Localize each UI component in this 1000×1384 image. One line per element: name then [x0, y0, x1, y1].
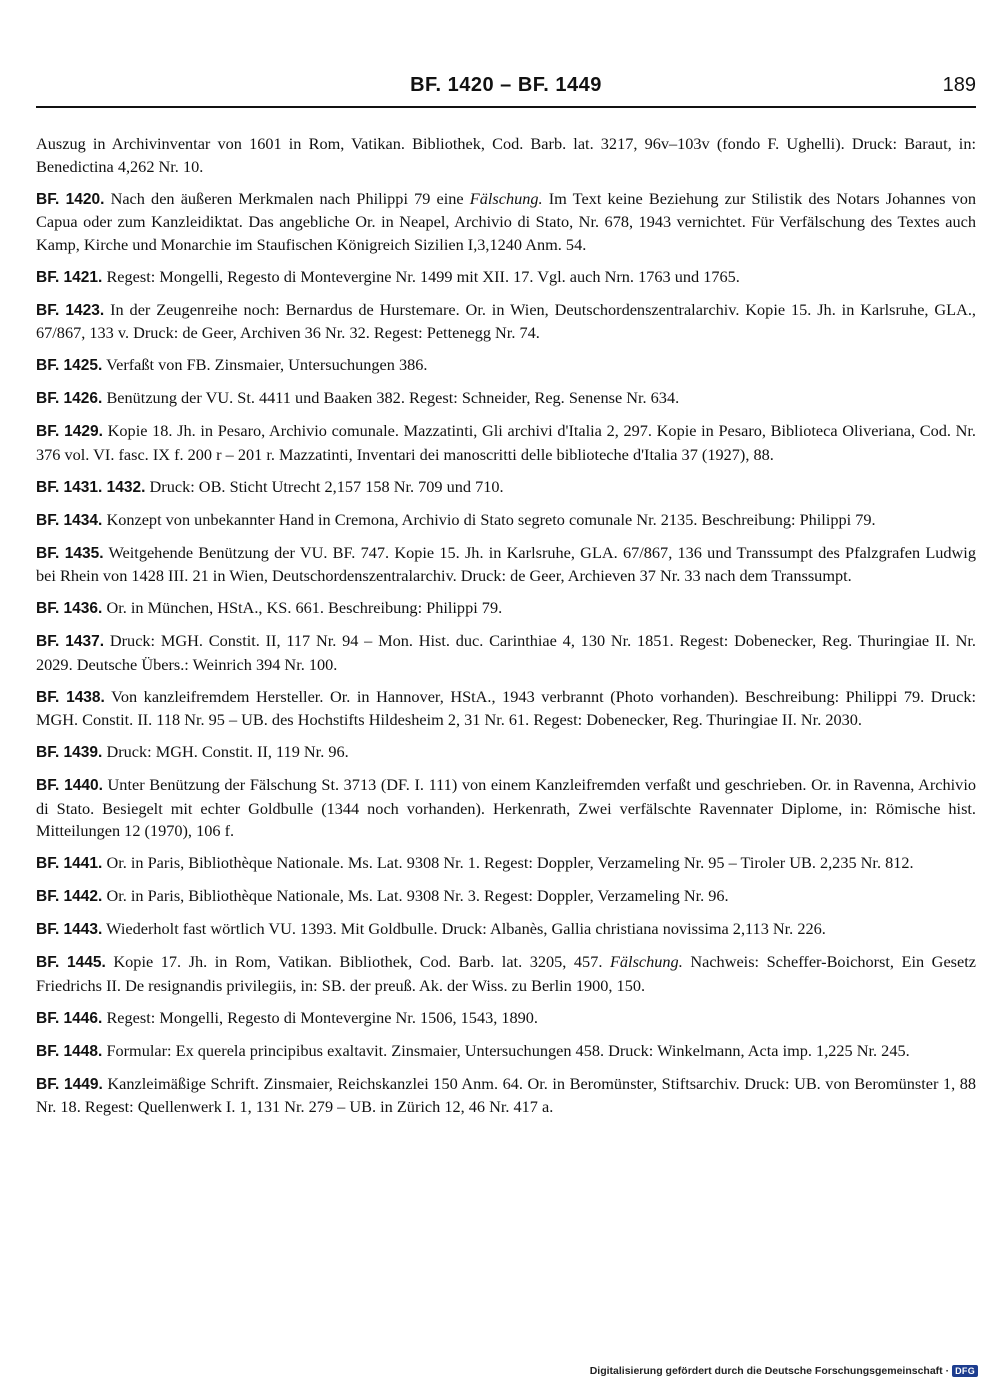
entry-continuation [36, 133, 976, 178]
entry-bf-1425 [36, 354, 976, 378]
entry-text: Druck: MGH. Constit. II, 119 Nr. 96. [106, 742, 349, 761]
entry-bf-1438 [36, 686, 976, 732]
entry-bf-1421 [36, 266, 976, 290]
digitization-credit [590, 1365, 978, 1377]
entry-ref: BF. 1426. [36, 390, 103, 407]
entry-bf-1437 [36, 630, 976, 676]
entry-emphasis: Fälschung. [469, 188, 543, 208]
entry-bf-1436 [36, 597, 976, 621]
entry-text: Benützung der VU. St. 4411 und Baaken 382. Regest: Schneider, Reg. Senense Nr. 634. [106, 388, 680, 407]
entry-ref: BF. 1434. [36, 511, 103, 529]
entry-text: Verfaßt von FB. Zinsmaier, Untersuchungen 386. [106, 355, 428, 374]
entry-ref: BF. 1429. [36, 423, 103, 440]
entry-emphasis: Fälschung. [609, 952, 683, 971]
entry-bf-1435 [36, 542, 976, 588]
entry-text: Von kanzleifremdem Hersteller. Or. in Hannover, HStA., 1943 verbrannt (Photo vorhanden). Beschreibung: Philippi 79. Druck: MGH. Constit. II. 118 Nr. 95 – UB. des Hochstifts Hildesheim 2, 31 Nr. 61. Regest: Dobenecker, Reg. Thuringiae II. Nr. 2030. [36, 686, 976, 729]
entry-bf-1442 [36, 885, 976, 909]
entry-ref: BF. 1449. [36, 1075, 103, 1093]
entry-bf-1449 [36, 1073, 976, 1119]
entry-text: Regest: Mongelli, Regesto di Montevergine Nr. 1499 mit XII. 17. Vgl. auch Nrn. 1763 und 1765. [106, 266, 740, 286]
entry-text: Or. in Paris, Bibliothèque Nationale. Ms. Lat. 9308 Nr. 1. Regest: Doppler, Verzameling Nr. 95 – Tiroler UB. 2,235 Nr. 812. [106, 853, 914, 872]
entry-bf-1441 [36, 852, 976, 876]
entry-text: Or. in Paris, Bibliothèque Nationale, Ms. Lat. 9308 Nr. 3. Regest: Doppler, Verzameling Nr. 96. [106, 886, 729, 905]
entry-bf-1420 [36, 188, 976, 257]
entry-text: Auszug in Archivinventar von 1601 in Rom, Vatikan. Bibliothek, Cod. Barb. lat. 3217, 96v–103v (fondo F. Ughelli). Druck: Baraut, in: Benedictina 4,262 Nr. 10. [36, 134, 976, 176]
entry-ref: BF. 1439. [36, 744, 103, 761]
entry-bf-1445 [36, 951, 976, 997]
entry-bf-1429 [36, 420, 976, 466]
entry-ref: BF. 1437. [36, 633, 105, 650]
entry-ref: BF. 1431. 1432. [36, 478, 146, 496]
entry-text: Kopie 18. Jh. in Pesaro, Archivio comunale. Mazzatinti, Gli archivi d'Italia 2, 297. Kopie in Pesaro, Biblioteca Oliveriana, Cod. Nr. 376 vol. VI. fasc. IX f. 200 r – 201 r. Mazzatinti, Inventari dei manoscritti delle biblioteche d'Italia 37 (1927), 88. [36, 421, 976, 464]
document-body [36, 133, 976, 1128]
entry-text: Nach den äußeren Merkmalen nach Philippi 79 eine [110, 188, 470, 208]
entry-text: Druck: OB. Sticht Utrecht 2,157 158 Nr. 709 und 710. [149, 476, 504, 496]
entry-bf-1434 [36, 509, 976, 533]
entry-bf-1440 [36, 774, 976, 843]
entry-ref: BF. 1443. [36, 921, 103, 938]
entry-ref: BF. 1435. [36, 544, 104, 562]
entry-text: Kanzleimäßige Schrift. Zinsmaier, Reichskanzlei 150 Anm. 64. Or. in Beromünster, Stiftsarchiv. Druck: UB. von Beromünster 1, 88 Nr. 18. Regest: Quellenwerk I. 1, 131 Nr. 279 – UB. in Zürich 12, 46 Nr. 417 a. [36, 1073, 976, 1116]
entry-text: Druck: MGH. Constit. II, 117 Nr. 94 – Mon. Hist. duc. Carinthiae 4, 130 Nr. 1851. Regest: Dobenecker, Reg. Thuringiae II. Nr. 2029. Deutsche Übers.: Weinrich 394 Nr. 100. [36, 631, 976, 674]
entry-text: Konzept von unbekannter Hand in Cremona, Archivio di Stato segreto comunale Nr. 2135. Beschreibung: Philippi 79. [106, 509, 876, 529]
entry-ref: BF. 1423. [36, 301, 105, 319]
page-number: 189 [942, 74, 976, 96]
entry-bf-1448 [36, 1040, 976, 1064]
entry-bf-1446 [36, 1007, 976, 1031]
entry-text: Wiederholt fast wörtlich VU. 1393. Mit Goldbulle. Druck: Albanès, Gallia christiana novissima 2,113 Nr. 226. [106, 919, 826, 938]
entry-text: Kopie 17. Jh. in Rom, Vatikan. Bibliothek, Cod. Barb. lat. 3205, 457. [113, 952, 610, 971]
entry-text: Weitgehende Benützung der VU. BF. 747. Kopie 15. Jh. in Karlsruhe, GLA. 67/867, 136 und Transsumpt des Pfalzgrafen Ludwig bei Rhein von 1428 III. 21 in Wien, Deutschordenszentralarchiv. Druck: de Geer, Archieven 37 Nr. 33 nach dem Transsumpt. [36, 542, 976, 585]
entry-bf-1443 [36, 918, 976, 942]
entry-bf-1426 [36, 387, 976, 411]
running-title: BF. 1420 – BF. 1449 [410, 74, 602, 96]
entry-ref: BF. 1442. [36, 888, 103, 905]
entry-ref: BF. 1446. [36, 1009, 103, 1027]
entry-ref: BF. 1448. [36, 1042, 103, 1060]
entry-bf-1431-1432 [36, 476, 976, 500]
dfg-logo-icon: DFG [952, 1365, 978, 1377]
entry-ref: BF. 1436. [36, 600, 103, 617]
entry-text: Formular: Ex querela principibus exaltavit. Zinsmaier, Untersuchungen 458. Druck: Winkelmann, Acta imp. 1,225 Nr. 245. [106, 1040, 910, 1060]
entry-ref: BF. 1441. [36, 855, 103, 872]
entry-ref: BF. 1420. [36, 190, 105, 208]
entry-ref: BF. 1425. [36, 357, 103, 374]
entry-text: Nachweis: Scheffer-Boichorst, Ein Gesetz Friedrichs II. De resignandis privilegiis, in: SB. der preuß. Ak. der Wiss. zu Berlin 1900, 150. [36, 952, 976, 995]
credit-text: Digitalisierung gefördert durch die Deutsche Forschungsgemeinschaft · [589, 1365, 950, 1377]
entry-ref: BF. 1438. [36, 688, 105, 706]
entry-ref: BF. 1440. [36, 777, 103, 794]
entry-text: Im Text keine Beziehung zur Stilistik des Notars Johannes von Capua oder zum Kanzleidiktat. Das angebliche Or. in Neapel, Archivio di Stato, Nr. 678, 1943 vernichtet. Für Verfälschung des Textes auch Kamp, Kirche und Monarchie im Staufischen Königreich Sizilien I,3,1240 Anm. 54. [36, 188, 976, 254]
entry-bf-1439 [36, 741, 976, 765]
entry-text: Unter Benützung der Fälschung St. 3713 (DF. I. 111) von einem Kanzleifremden verfaßt und geschrieben. Or. in Ravenna, Archivio di Stato. Besiegelt mit echter Goldbulle (1344 noch vorhanden). Herkenrath, Zwei verfälschte Ravennater Diplome, in: Römische hist. Mitteilungen 12 (1970), 106 f. [36, 775, 976, 840]
entry-text: Or. in München, HStA., KS. 661. Beschreibung: Philippi 79. [106, 598, 503, 617]
entry-ref: BF. 1445. [36, 954, 106, 971]
entry-ref: BF. 1421. [36, 268, 103, 286]
page-header [36, 72, 976, 108]
entry-text: Regest: Mongelli, Regesto di Montevergine Nr. 1506, 1543, 1890. [106, 1007, 539, 1027]
entry-bf-1423 [36, 299, 976, 345]
entry-text: In der Zeugenreihe noch: Bernardus de Hurstemare. Or. in Wien, Deutschordenszentralarchiv. Kopie 15. Jh. in Karlsruhe, GLA., 67/867, 133 v. Druck: de Geer, Archiven 36 Nr. 32. Regest: Pettenegg Nr. 74. [36, 299, 976, 342]
